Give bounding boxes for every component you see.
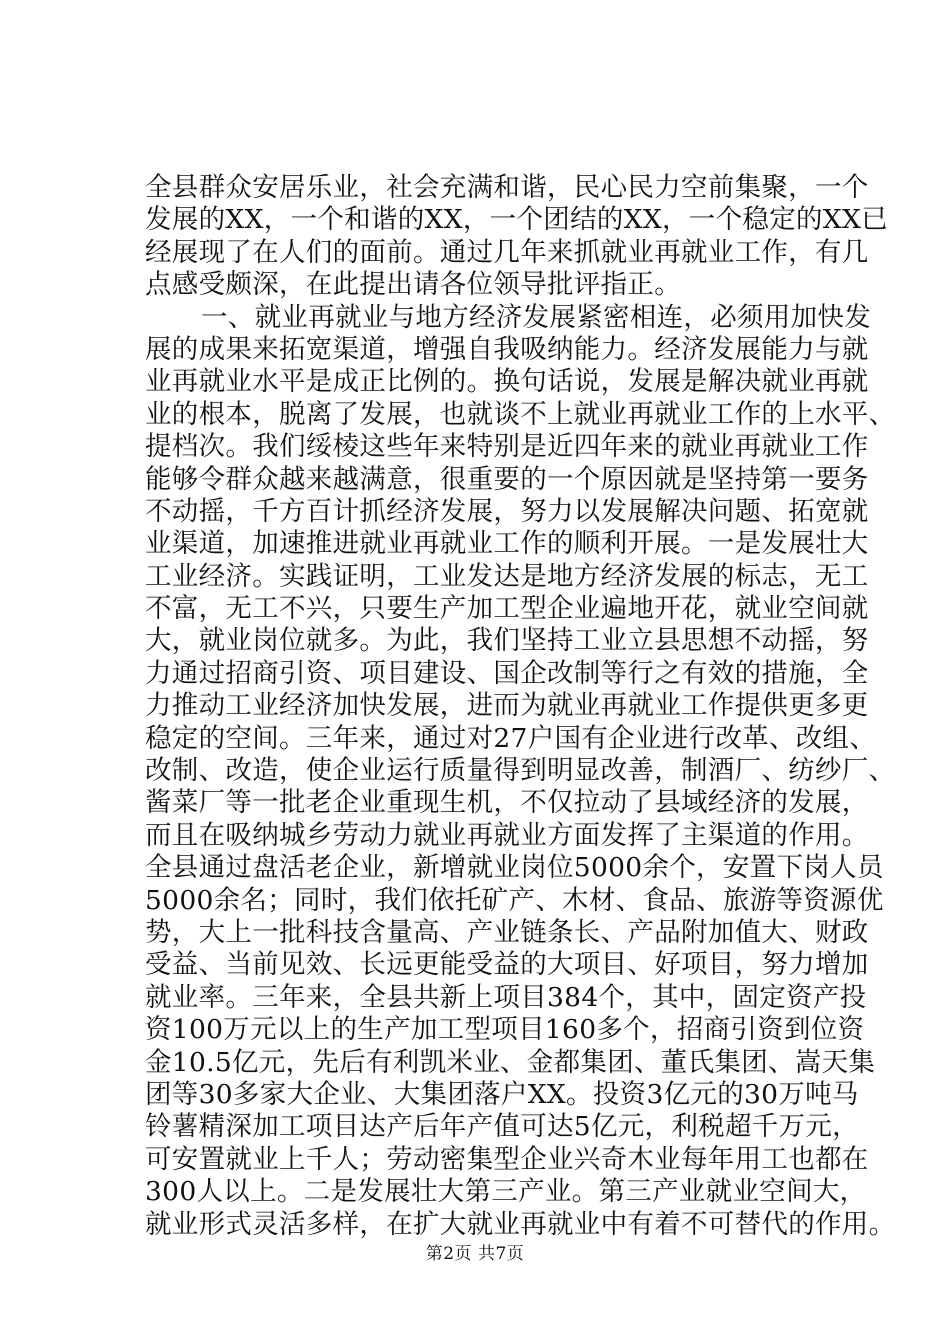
text-line: 不富，无工不兴，只要生产加工型企业遍地开花，就业空间就 [145,593,869,625]
text-line: 展的成果来拓宽渠道，增强自我吸纳能力。经济发展能力与就 [145,333,869,365]
text-line: 就业形式灵活多样，在扩大就业再就业中有着不可替代的作用。 [145,1208,896,1240]
text-line: 稳定的空间。三年来，通过对27户国有企业进行改革、改组、 [145,722,877,754]
text-line: 工业经济。实践证明，工业发达是地方经济发展的标志，无工 [145,560,869,592]
text-line: 团等30多家大企业、大集团落户XX。投资3亿元的30万吨马 [145,1078,859,1110]
text-line: 力通过招商引资、项目建设、国企改制等行之有效的措施，全 [145,657,869,689]
text-line: 全县群众安居乐业，社会充满和谐，民心民力空前集聚，一个 [145,172,869,203]
text-line: 业再就业水平是成正比例的。换句话说，发展是解决就业再就 [145,366,869,398]
page-number-footer: 第2页 共7页 [425,1244,525,1264]
text-line: 发展的XX，一个和谐的XX，一个团结的XX，一个稳定的XX已 [145,204,888,236]
text-line: 300人以上。二是发展壮大第三产业。第三产业就业空间大， [145,1176,867,1208]
text-line: 改制、改造，使企业运行质量得到明显改善，制酒厂、纺纱厂、 [145,755,896,787]
text-line: 可安置就业上千人；劳动密集型企业兴奇木业每年用工也都在 [145,1143,869,1175]
text-line: 酱菜厂等一批老企业重现生机，不仅拉动了县域经济的发展， [145,787,869,819]
text-line: 业渠道，加速推进就业再就业工作的顺利开展。一是发展壮大 [145,528,869,560]
body-text [145,172,896,1241]
text-line: 力推动工业经济加快发展，进而为就业再就业工作提供更多更 [145,690,869,722]
text-line: 能够令群众越来越满意，很重要的一个原因就是坚持第一要务 [145,463,869,495]
text-line: 一、就业再就业与地方经济发展紧密相连，必须用加快发 [201,301,871,333]
text-line: 经展现了在人们的面前。通过几年来抓就业再就业工作，有几 [145,236,869,268]
text-line: 铃薯精深加工项目达产后年产值可达5亿元，利税超千万元， [145,1111,859,1143]
text-line: 提档次。我们绥棱这些年来特别是近四年来的就业再就业工作 [145,431,869,463]
text-line: 全县通过盘活老企业，新增就业岗位5000余个，安置下岗人员 [145,852,884,884]
text-line: 就业率。三年来，全县共新上项目384个，其中，固定资产投 [145,981,867,1013]
text-line: 业的根本，脱离了发展，也就谈不上就业再就业工作的上水平、 [145,398,896,430]
text-line: 金10.5亿元，先后有利凯米业、金都集团、董氏集团、嵩天集 [145,1046,876,1078]
text-line: 不动摇，千方百计抓经济发展，努力以发展解决问题、拓宽就 [145,495,869,527]
text-line: 大，就业岗位就多。为此，我们坚持工业立县思想不动摇，努 [145,625,869,657]
text-line: 势，大上一批科技含量高、产业链条长、产品附加值大、财政 [145,916,869,948]
text-line: 受益、当前见效、长远更能受益的大项目、好项目，努力增加 [145,949,869,981]
text-line: 资100万元以上的生产加工型项目160多个，招商引资到位资 [145,1014,865,1046]
text-line: 点感受颇深，在此提出请各位领导批评指正。 [145,269,681,301]
text-line: 而且在吸纳城乡劳动力就业再就业方面发挥了主渠道的作用。 [145,819,869,851]
text-line: 5000余名；同时，我们依托矿产、木材、食品、旅游等资源优 [145,884,884,916]
